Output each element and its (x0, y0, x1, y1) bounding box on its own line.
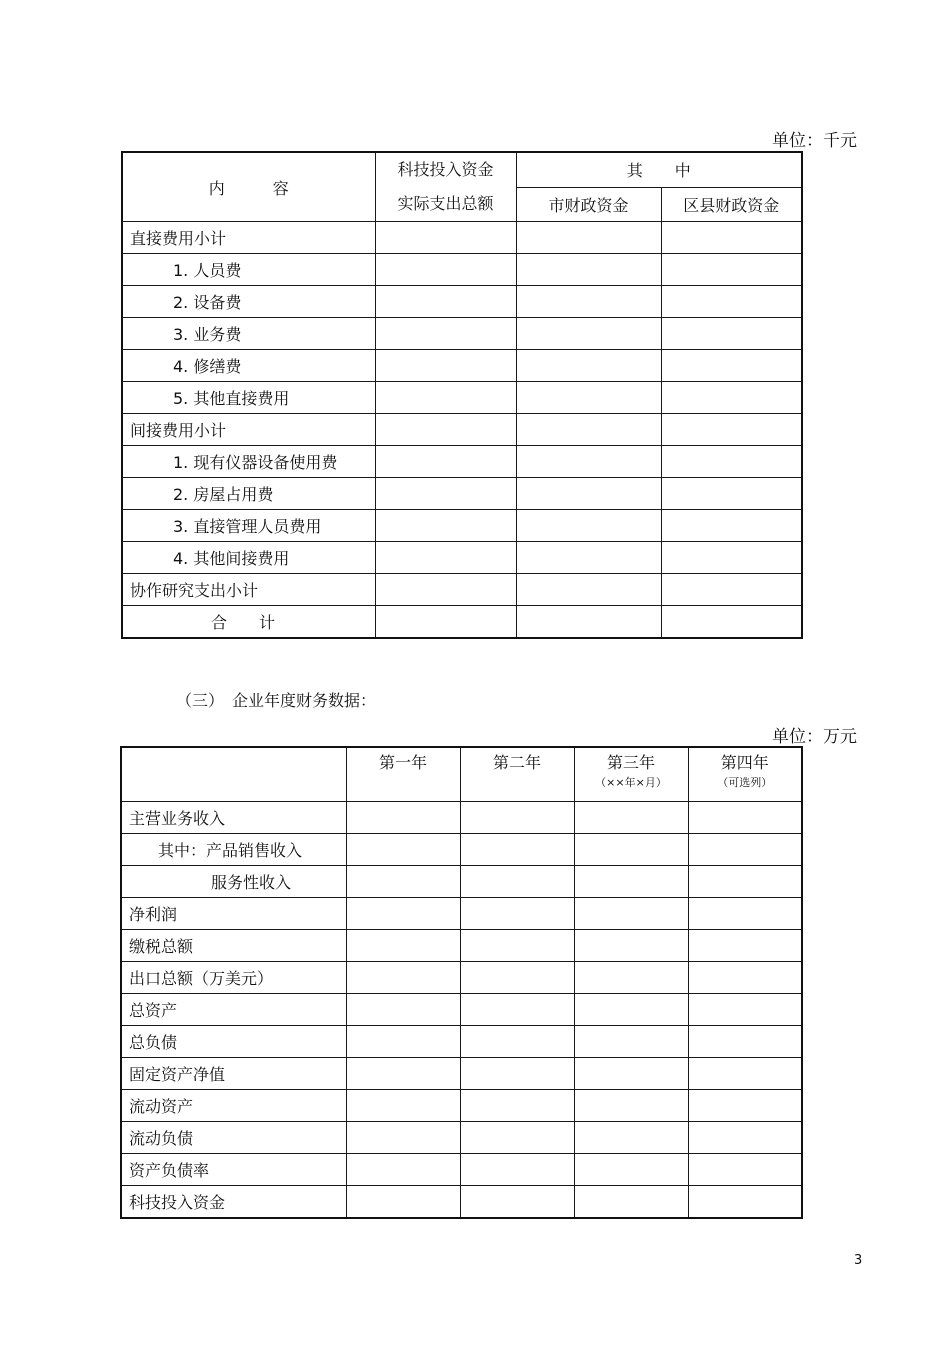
cell-year-3 (574, 1186, 688, 1219)
unit-label-thousand: 单位：千元 (772, 131, 857, 151)
row-label: 4. 修缮费 (122, 350, 375, 382)
cell-city (516, 574, 661, 606)
cell-district (661, 574, 802, 606)
table-row (122, 382, 802, 414)
cell-year-3 (574, 1026, 688, 1058)
cell-total (375, 414, 516, 446)
cell-year-3 (574, 1154, 688, 1186)
cell-city (516, 510, 661, 542)
row-label: 固定资产净值 (121, 1058, 346, 1090)
header-year-2 (460, 747, 574, 802)
cell-year-3 (574, 994, 688, 1026)
cell-year-1 (346, 1090, 460, 1122)
cell-year-1 (346, 834, 460, 866)
cell-city (516, 446, 661, 478)
cell-total (375, 574, 516, 606)
cell-year-1 (346, 1186, 460, 1219)
cell-year-3 (574, 1090, 688, 1122)
cell-year-4 (688, 930, 802, 962)
cell-total (375, 510, 516, 542)
section-heading: （三） 企业年度财务数据： (176, 691, 377, 710)
year-note: （可选列） (717, 776, 773, 789)
cell-total (375, 222, 516, 254)
row-label: 其中：产品销售收入 (121, 834, 346, 866)
cell-district (661, 606, 802, 639)
row-label: 出口总额（万美元） (121, 962, 346, 994)
cell-year-1 (346, 866, 460, 898)
cell-total (375, 318, 516, 350)
cell-year-2 (460, 994, 574, 1026)
cell-city (516, 318, 661, 350)
row-label: 4. 其他间接费用 (122, 542, 375, 574)
header-year-3 (574, 747, 688, 802)
cell-year-3 (574, 1058, 688, 1090)
cell-total (375, 478, 516, 510)
cell-year-3 (574, 898, 688, 930)
cell-year-2 (460, 930, 574, 962)
financial-data-table (120, 746, 803, 1219)
table-row (122, 286, 802, 318)
cell-city (516, 478, 661, 510)
cell-year-3 (574, 1122, 688, 1154)
cell-year-4 (688, 898, 802, 930)
table-row (122, 446, 802, 478)
table-row (122, 318, 802, 350)
cell-year-4 (688, 1154, 802, 1186)
cell-total (375, 542, 516, 574)
expenditure-table (121, 151, 803, 639)
cell-district (661, 382, 802, 414)
cell-year-2 (460, 1090, 574, 1122)
row-label: 资产负债率 (121, 1154, 346, 1186)
row-label: 直接费用小计 (122, 222, 375, 254)
year-label: 第一年 (378, 753, 427, 772)
header-city-funds: 市财政资金 (516, 187, 661, 221)
row-label: 5. 其他直接费用 (122, 382, 375, 414)
row-label: 3. 直接管理人员费用 (122, 510, 375, 542)
cell-year-4 (688, 994, 802, 1026)
row-label: 1. 人员费 (122, 254, 375, 286)
header-content: 内 容 (122, 152, 375, 222)
cell-year-1 (346, 994, 460, 1026)
row-label: 流动负债 (121, 1122, 346, 1154)
table-row (121, 898, 802, 930)
cell-year-4 (688, 1122, 802, 1154)
cell-city (516, 222, 661, 254)
cell-year-4 (688, 1026, 802, 1058)
header-total-spending (375, 152, 516, 222)
cell-year-4 (688, 1090, 802, 1122)
row-label: 总资产 (121, 994, 346, 1026)
cell-year-4 (688, 866, 802, 898)
cell-year-1 (346, 1154, 460, 1186)
cell-total (375, 350, 516, 382)
cell-year-1 (346, 962, 460, 994)
table-row (121, 802, 802, 834)
row-label: 总负债 (121, 1026, 346, 1058)
cell-year-1 (346, 1026, 460, 1058)
cell-district (661, 446, 802, 478)
cell-year-3 (574, 930, 688, 962)
cell-district (661, 542, 802, 574)
table-row (121, 1090, 802, 1122)
cell-district (661, 350, 802, 382)
header-total-line2: 实际支出总额 (397, 194, 494, 213)
row-label: 服务性收入 (121, 866, 346, 898)
cell-year-2 (460, 1122, 574, 1154)
table-row (121, 1026, 802, 1058)
cell-year-4 (688, 1186, 802, 1219)
cell-district (661, 478, 802, 510)
header-year-4 (688, 747, 802, 802)
cell-district (661, 286, 802, 318)
cell-year-2 (460, 802, 574, 834)
cell-city (516, 542, 661, 574)
cell-city (516, 286, 661, 318)
cell-year-1 (346, 802, 460, 834)
header-year-1 (346, 747, 460, 802)
row-label: 3. 业务费 (122, 318, 375, 350)
row-label: 间接费用小计 (122, 414, 375, 446)
table-row (122, 510, 802, 542)
cell-total (375, 254, 516, 286)
cell-year-2 (460, 866, 574, 898)
row-label: 流动资产 (121, 1090, 346, 1122)
cell-year-1 (346, 1058, 460, 1090)
unit-label-ten-thousand: 单位：万元 (772, 727, 857, 747)
row-label: 1. 现有仪器设备使用费 (122, 446, 375, 478)
row-label: 合 计 (122, 606, 375, 639)
row-label: 科技投入资金 (121, 1186, 346, 1219)
cell-district (661, 318, 802, 350)
cell-year-2 (460, 898, 574, 930)
cell-year-2 (460, 962, 574, 994)
table-row (121, 866, 802, 898)
table-row (122, 574, 802, 606)
page-number: 3 (854, 1253, 863, 1268)
cell-year-3 (574, 962, 688, 994)
cell-year-4 (688, 962, 802, 994)
cell-city (516, 254, 661, 286)
cell-total (375, 382, 516, 414)
cell-city (516, 382, 661, 414)
table-row (121, 1186, 802, 1219)
cell-district (661, 414, 802, 446)
cell-year-4 (688, 1058, 802, 1090)
cell-total (375, 286, 516, 318)
cell-district (661, 254, 802, 286)
cell-city (516, 606, 661, 639)
row-label: 2. 设备费 (122, 286, 375, 318)
header-total-line1: 科技投入资金 (397, 160, 494, 179)
cell-district (661, 222, 802, 254)
cell-year-2 (460, 834, 574, 866)
cell-year-1 (346, 898, 460, 930)
table-row (122, 414, 802, 446)
table-row (122, 222, 802, 254)
cell-year-3 (574, 802, 688, 834)
table-row (122, 350, 802, 382)
row-label: 协作研究支出小计 (122, 574, 375, 606)
year-note: （××年×月） (595, 776, 667, 789)
table-row (122, 254, 802, 286)
cell-year-1 (346, 1122, 460, 1154)
table-row (121, 1154, 802, 1186)
cell-total (375, 606, 516, 639)
header-district-funds: 区县财政资金 (661, 187, 802, 221)
table-row (122, 606, 802, 639)
cell-year-3 (574, 866, 688, 898)
cell-year-2 (460, 1058, 574, 1090)
cell-city (516, 350, 661, 382)
row-label: 2. 房屋占用费 (122, 478, 375, 510)
table-row (121, 1122, 802, 1154)
year-label: 第二年 (492, 753, 541, 772)
table-row (121, 1058, 802, 1090)
table-row (121, 834, 802, 866)
cell-total (375, 446, 516, 478)
table-row (122, 542, 802, 574)
cell-district (661, 510, 802, 542)
cell-city (516, 414, 661, 446)
cell-year-2 (460, 1154, 574, 1186)
cell-year-2 (460, 1026, 574, 1058)
table-row (122, 478, 802, 510)
cell-year-4 (688, 834, 802, 866)
cell-year-3 (574, 834, 688, 866)
table-row (121, 930, 802, 962)
table-row (121, 962, 802, 994)
row-label: 缴税总额 (121, 930, 346, 962)
row-label: 主营业务收入 (121, 802, 346, 834)
row-label: 净利润 (121, 898, 346, 930)
cell-year-2 (460, 1186, 574, 1219)
cell-year-4 (688, 802, 802, 834)
cell-year-1 (346, 930, 460, 962)
table-row (121, 994, 802, 1026)
header-blank (121, 747, 346, 802)
year-label: 第三年 (606, 753, 655, 772)
year-label: 第四年 (720, 753, 769, 772)
header-of-which: 其 中 (516, 152, 802, 187)
